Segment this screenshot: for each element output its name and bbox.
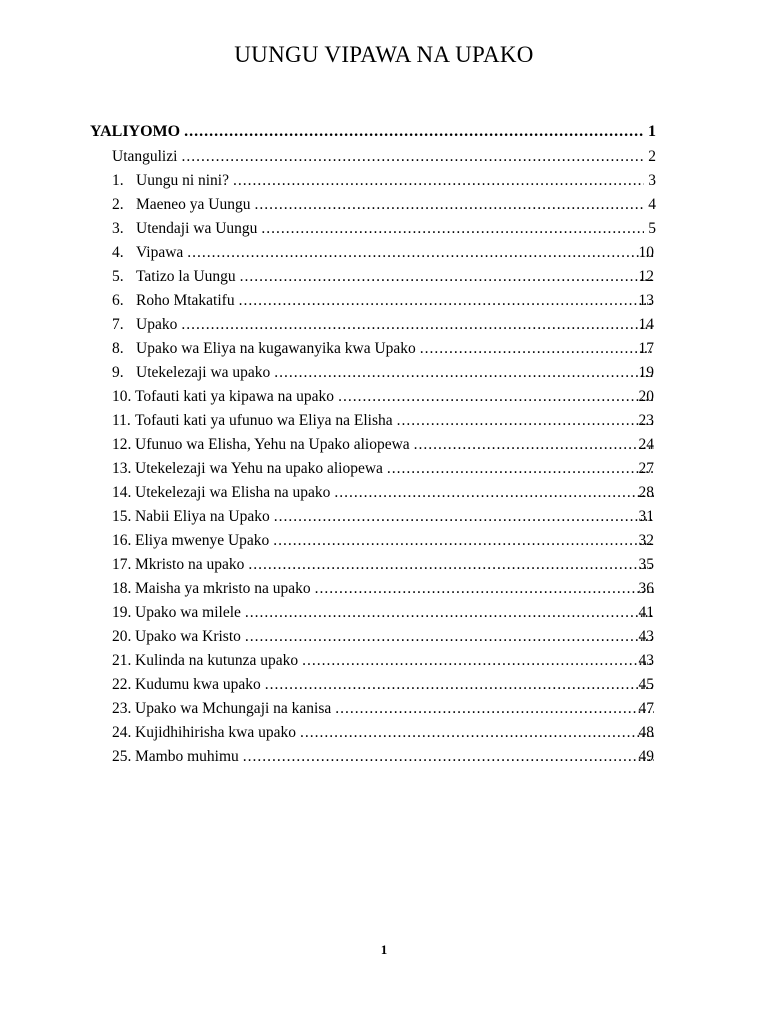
toc-intro-leader <box>112 145 644 169</box>
dot-leader <box>240 265 654 289</box>
toc-entry-label: Tofauti kati ya kipawa na upako <box>135 388 335 405</box>
toc-entry-leader <box>112 313 654 337</box>
toc-entry-label: Eliya mwenye Upako <box>135 532 270 549</box>
toc-entry-row <box>0 625 768 649</box>
dot-leader <box>181 145 644 169</box>
toc-entry-label: Upako <box>136 316 178 333</box>
dot-leader <box>274 505 654 529</box>
toc-entry-label: Kujidhihirisha kwa upako <box>135 724 297 741</box>
toc-entry-label: Roho Mtakatifu <box>136 292 235 309</box>
toc-entry-label: Mkristo na upako <box>135 556 245 573</box>
toc-intro-label: Utangulizi <box>112 148 178 165</box>
toc-entry-number: 8. <box>112 340 124 357</box>
toc-entry-leader <box>112 193 644 217</box>
toc-entry-number: 21. <box>112 652 132 669</box>
toc-entry-leader <box>112 385 654 409</box>
toc-entry-number: 13. <box>112 460 132 477</box>
toc-entry-label: Utendaji wa Uungu <box>136 220 258 237</box>
toc-entry-label: Maeneo ya Uungu <box>136 196 251 213</box>
toc-entry-label: Upako wa Kristo <box>135 628 241 645</box>
toc-entry-number: 5. <box>112 268 124 285</box>
toc-entry-number: 14. <box>112 484 132 501</box>
toc-entry-page: 43 <box>638 652 654 669</box>
dot-leader <box>397 409 654 433</box>
toc-entry-label: Kulinda na kutunza upako <box>135 652 299 669</box>
dot-leader <box>420 337 654 361</box>
toc-entry-label: Upako wa Mchungaji na kanisa <box>135 700 332 717</box>
toc-entry-page: 14 <box>638 316 654 333</box>
toc-entry-leader <box>112 241 654 265</box>
toc-entry-leader <box>112 361 654 385</box>
toc-entry-number: 6. <box>112 292 124 309</box>
toc-entry-number: 24. <box>112 724 132 741</box>
toc-entry-page: 23 <box>638 412 654 429</box>
toc-entry-leader <box>112 601 654 625</box>
toc-entry-leader <box>112 625 654 649</box>
toc-entry-number: 19. <box>112 604 132 621</box>
toc-entry-leader <box>112 457 654 481</box>
toc-entry-row <box>0 577 768 601</box>
toc-entry-row <box>0 673 768 697</box>
toc-heading-leader <box>90 119 644 145</box>
toc-entry-page: 4 <box>648 196 656 213</box>
dot-leader <box>302 649 654 673</box>
toc-entry-page: 48 <box>638 724 654 741</box>
toc-entry-leader <box>112 217 644 241</box>
toc-entry-row <box>0 649 768 673</box>
toc-entry-number: 11. <box>112 412 131 429</box>
toc-entry-label: Utekelezaji wa Elisha na upako <box>135 484 331 501</box>
toc-entry-leader <box>112 169 644 193</box>
toc-entry-number: 25. <box>112 748 132 765</box>
dot-leader <box>233 169 644 193</box>
toc-entry-row <box>0 505 768 529</box>
toc-entry-leader <box>112 265 654 289</box>
toc-entry-number: 16. <box>112 532 132 549</box>
toc-entry-leader <box>112 577 654 601</box>
toc-entry-label: Kudumu kwa upako <box>135 676 261 693</box>
toc-entry-row <box>0 385 768 409</box>
toc-entry-page: 13 <box>638 292 654 309</box>
toc-entry-leader <box>112 553 654 577</box>
toc-entry-number: 12. <box>112 436 132 453</box>
toc-entry-page: 43 <box>638 628 654 645</box>
toc-entry-label: Utekelezaji wa Yehu na upako aliopewa <box>135 460 383 477</box>
toc-entry-page: 49 <box>638 748 654 765</box>
toc-intro-row <box>0 145 768 169</box>
toc-entry-row <box>0 433 768 457</box>
toc-entry-leader <box>112 409 654 433</box>
toc-heading-label: YALIYOMO <box>90 123 181 140</box>
toc-entry-leader <box>112 481 654 505</box>
toc-entry-page: 19 <box>638 364 654 381</box>
toc-entry-leader <box>112 745 654 769</box>
page-number: 1 <box>380 942 388 957</box>
toc-entry-page: 28 <box>638 484 654 501</box>
toc-entry-number: 4. <box>112 244 124 261</box>
toc-entry-number: 9. <box>112 364 124 381</box>
toc-entry-page: 17 <box>638 340 654 357</box>
toc-entry-number: 3. <box>112 220 124 237</box>
toc-entry-row <box>0 721 768 745</box>
toc-entry-number: 17. <box>112 556 132 573</box>
toc-entry-number: 22. <box>112 676 132 693</box>
toc-entry-leader <box>112 721 654 745</box>
toc-entry-page: 35 <box>638 556 654 573</box>
toc-entry-page: 41 <box>638 604 654 621</box>
dot-leader <box>255 193 645 217</box>
table-of-contents <box>0 119 768 769</box>
toc-entry-row <box>0 409 768 433</box>
toc-entry-row <box>0 241 768 265</box>
toc-entry-number: 1. <box>112 172 124 189</box>
dot-leader <box>414 433 654 457</box>
toc-entry-row <box>0 217 768 241</box>
toc-entry-number: 7. <box>112 316 124 333</box>
toc-entry-page: 10 <box>638 244 654 261</box>
toc-entry-label: Uungu ni nini? <box>136 172 229 189</box>
document-title: UUNGU VIPAWA NA UPAKO <box>234 42 534 67</box>
toc-entry-page: 5 <box>648 220 656 237</box>
toc-entry-row <box>0 289 768 313</box>
dot-leader <box>273 529 654 553</box>
toc-entry-label: Utekelezaji wa upako <box>136 364 271 381</box>
toc-entry-leader <box>112 529 654 553</box>
dot-leader <box>245 625 654 649</box>
toc-entry-row <box>0 313 768 337</box>
toc-entry-label: Maisha ya mkristo na upako <box>135 580 311 597</box>
toc-entry-page: 36 <box>638 580 654 597</box>
toc-entry-page: 47 <box>638 700 654 717</box>
toc-entry-page: 27 <box>638 460 654 477</box>
toc-entry-page: 24 <box>638 436 654 453</box>
toc-entry-row <box>0 337 768 361</box>
toc-entry-leader <box>112 505 654 529</box>
dot-leader <box>184 119 644 145</box>
toc-entry-page: 12 <box>638 268 654 285</box>
dot-leader <box>181 313 654 337</box>
toc-entry-page: 3 <box>648 172 656 189</box>
dot-leader <box>300 721 654 745</box>
toc-entry-row <box>0 457 768 481</box>
dot-leader <box>334 481 654 505</box>
toc-entry-label: Mambo muhimu <box>135 748 239 765</box>
toc-entry-number: 23. <box>112 700 132 717</box>
dot-leader <box>335 697 654 721</box>
dot-leader <box>265 673 654 697</box>
toc-entry-row <box>0 481 768 505</box>
dot-leader <box>315 577 654 601</box>
toc-entry-number: 10. <box>112 388 132 405</box>
toc-entry-leader <box>112 337 654 361</box>
toc-entry-row <box>0 361 768 385</box>
toc-entry-row <box>0 745 768 769</box>
toc-entry-leader <box>112 673 654 697</box>
toc-entry-number: 20. <box>112 628 132 645</box>
toc-entry-row <box>0 553 768 577</box>
toc-entry-row <box>0 265 768 289</box>
toc-entry-leader <box>112 289 654 313</box>
toc-entry-list <box>0 169 768 769</box>
toc-entry-leader <box>112 433 654 457</box>
toc-entry-number: 15. <box>112 508 132 525</box>
toc-heading-page: 1 <box>648 123 656 140</box>
toc-intro-page: 2 <box>648 148 656 165</box>
toc-entry-row <box>0 601 768 625</box>
dot-leader <box>243 745 654 769</box>
toc-entry-page: 31 <box>638 508 654 525</box>
toc-entry-row <box>0 193 768 217</box>
toc-entry-label: Vipawa <box>136 244 184 261</box>
toc-entry-row <box>0 697 768 721</box>
dot-leader <box>387 457 654 481</box>
toc-entry-page: 32 <box>638 532 654 549</box>
dot-leader <box>261 217 644 241</box>
dot-leader <box>239 289 654 313</box>
toc-entry-label: Upako wa milele <box>135 604 241 621</box>
dot-leader <box>338 385 654 409</box>
dot-leader <box>248 553 654 577</box>
dot-leader <box>187 241 654 265</box>
toc-entry-page: 20 <box>638 388 654 405</box>
toc-entry-label: Ufunuo wa Elisha, Yehu na Upako aliopewa <box>135 436 410 453</box>
toc-entry-leader <box>112 649 654 673</box>
toc-heading-row <box>0 119 768 145</box>
toc-entry-number: 2. <box>112 196 124 213</box>
toc-entry-label: Tatizo la Uungu <box>136 268 236 285</box>
toc-entry-row <box>0 169 768 193</box>
dot-leader <box>274 361 654 385</box>
toc-entry-leader <box>112 697 654 721</box>
dot-leader <box>245 601 654 625</box>
toc-entry-label: Tofauti kati ya ufunuo wa Eliya na Elisha <box>135 412 393 429</box>
toc-entry-page: 45 <box>638 676 654 693</box>
toc-entry-label: Upako wa Eliya na kugawanyika kwa Upako <box>136 340 416 357</box>
toc-entry-number: 18. <box>112 580 132 597</box>
toc-entry-label: Nabii Eliya na Upako <box>135 508 270 525</box>
toc-entry-row <box>0 529 768 553</box>
